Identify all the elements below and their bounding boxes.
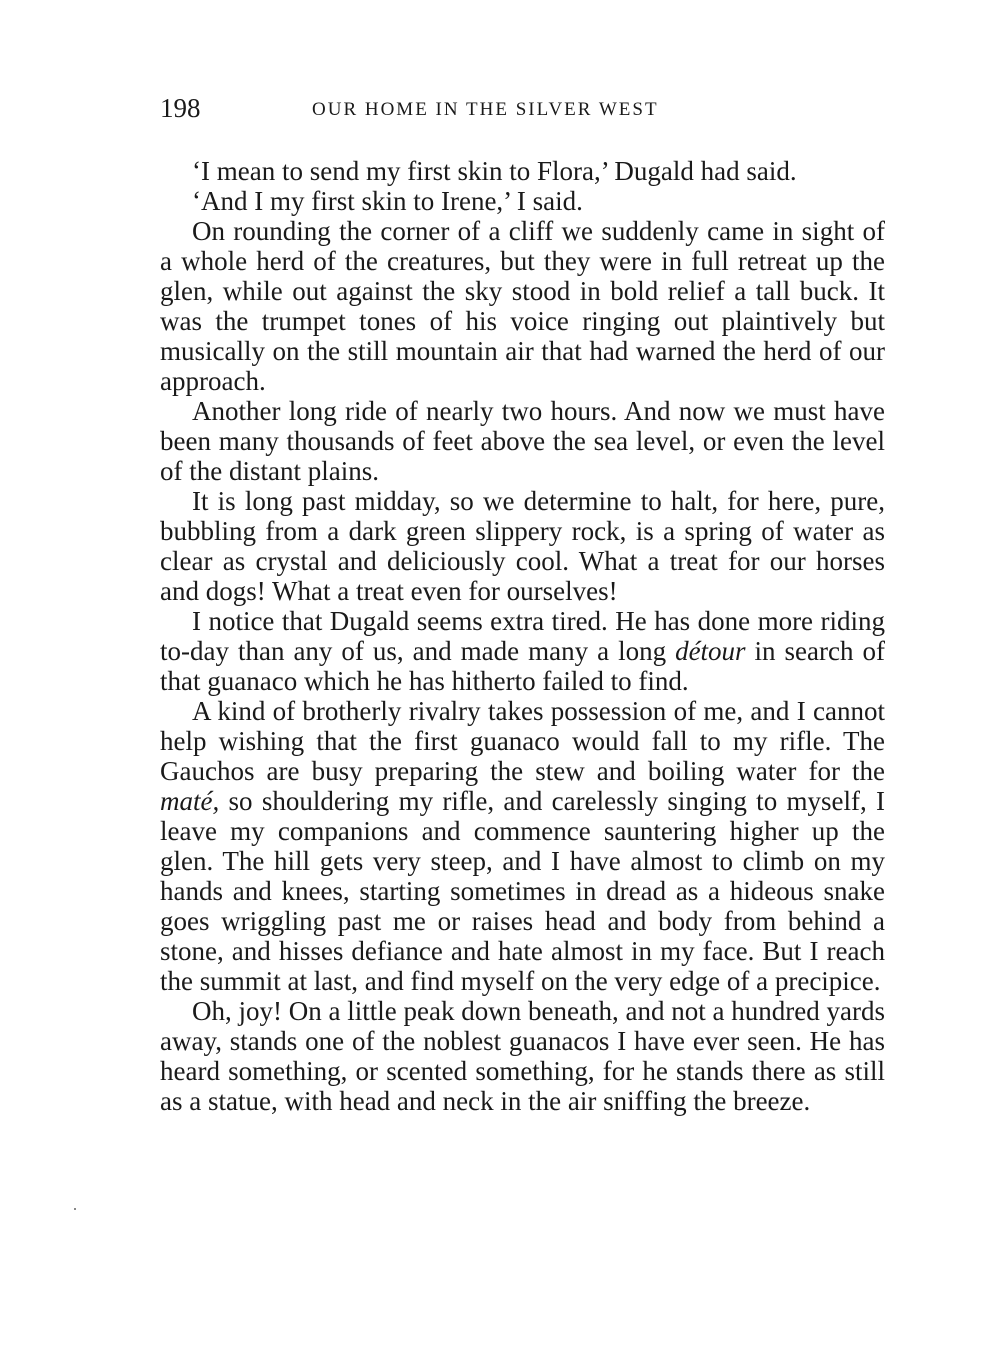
paragraph-text: so shouldering my rifle, and carelessly singing to myself, I leave my companions and commence sauntering higher up the glen. The hill gets very steep, and I have almost to climb on my hands and knees, starting sometimes in dread as a hideous snake goes wriggling past me or raises head and body from behind a stone, and hisses defiance and hate almost in my face. But I reach the summit at last, and find myself on the very edge of a precipice. [160,786,885,996]
page-header [160,88,885,128]
paragraph-rivalry [160,696,885,996]
body-text [160,156,885,1116]
paragraph-guanaco: Oh, joy! On a little peak down beneath, and not a hundred yards away, stands one of the noblest guanacos I have ever seen. He has heard something, or scented something, for he stands there as still as a statue, with head and neck in the air sniffing the breeze. [160,996,885,1116]
paragraph-text: I notice that Dugald seems extra tired. He has done more riding to-day than any of us, and made many a long [160,606,885,666]
margin-speck [74,1208,76,1210]
running-head: OUR HOME IN THE SILVER WEST [312,99,659,120]
paragraph-irene: ‘And I my first skin to Irene,’ I said. [192,186,583,216]
paragraph-dugald-tired [160,606,885,696]
paragraph-flora: ‘I mean to send my first skin to Flora,’ Dugald had said. [192,156,797,186]
paragraph-herd: On rounding the corner of a cliff we suddenly came in sight of a whole herd of the creatures, but they were in full retreat up the glen, while out against the sky stood in bold relief a tall buck. It was the trumpet tones of his voice ringing out plaintively but musically on the still mountain air that had warned the herd of our approach. [160,216,885,396]
italic-word-detour: détour [675,636,746,666]
paragraph-text: A kind of brotherly rivalry takes possession of me, and I cannot help wishing that the first guanaco would fall to my rifle. The Gauchos are busy preparing the stew and boiling water for the [160,696,885,786]
paragraph-text: in search of that guanaco which he has hitherto failed to find. [160,636,885,696]
page-number: 198 [160,93,201,123]
paragraph-long-ride: Another long ride of nearly two hours. And now we must have been many thousands of feet above the sea level, or even the level of the distant plains. [160,396,885,486]
italic-word-mate: maté, [160,786,220,816]
paragraph-spring: It is long past midday, so we determine to halt, for here, pure, bubbling from a dark green slippery rock, is a spring of water as clear as crystal and deliciously cool. What a treat for our horses and dogs! What a treat even for ourselves! [160,486,885,606]
